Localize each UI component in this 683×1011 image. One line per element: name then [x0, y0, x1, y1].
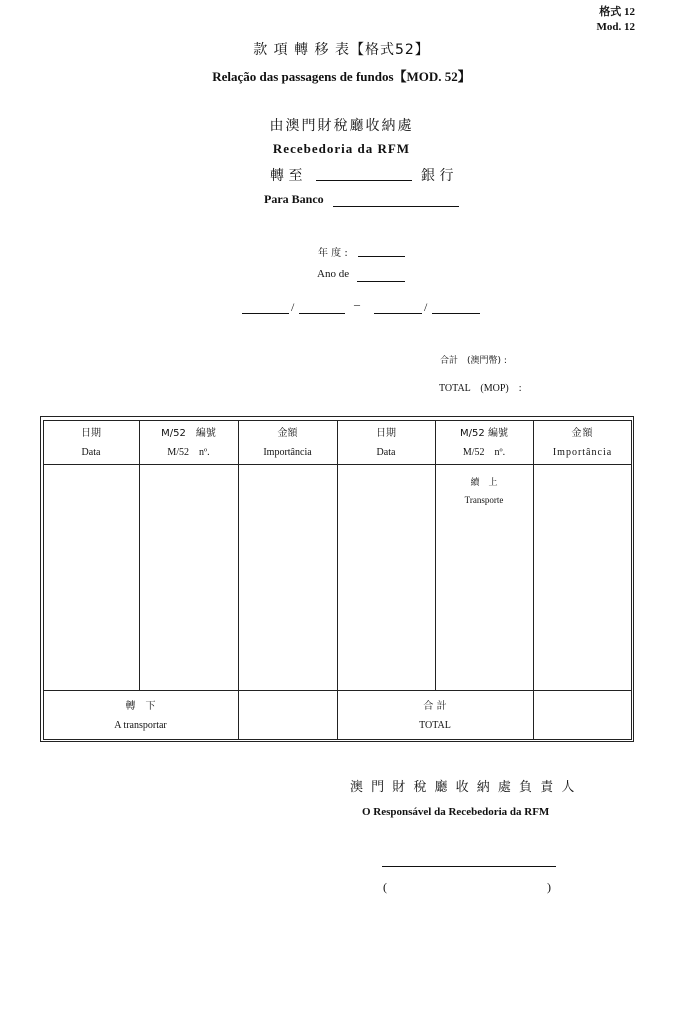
- form-code-zh: 格式 12: [599, 6, 635, 18]
- year-pt: Ano de: [317, 268, 350, 280]
- total-summary-zh: 合計 (澳門幣) :: [440, 356, 507, 366]
- body-cell-amount-1[interactable]: [239, 465, 337, 690]
- body-cell-amount-2[interactable]: [534, 465, 631, 690]
- col-header-m52-number-1: M/52 編號 M/52 nº.: [161, 428, 216, 458]
- date-to-day-line[interactable]: [374, 313, 422, 314]
- date-from-slash: /: [291, 300, 295, 314]
- year-line-pt[interactable]: [357, 281, 405, 282]
- year-zh: 年 度 :: [318, 248, 348, 259]
- col-header-m52-number-2: M/52 編號 M/52 nº.: [460, 428, 508, 458]
- signature-name-field[interactable]: [392, 880, 544, 896]
- signature-line[interactable]: [382, 866, 556, 867]
- issuer-pt: Recebedoria da RFM: [272, 141, 411, 156]
- total-label: 合 計 TOTAL: [419, 701, 451, 731]
- date-from-month-line[interactable]: [299, 313, 345, 314]
- total-summary-pt: TOTAL (MOP) :: [439, 383, 522, 394]
- bank-name-line-pt[interactable]: [333, 206, 459, 207]
- signature-paren-close: ): [547, 880, 551, 894]
- body-cell-date-1[interactable]: [44, 465, 139, 690]
- body-cell-m52-number-1[interactable]: [140, 465, 238, 690]
- col-header-date-2: 日期 Data: [376, 428, 396, 458]
- to-carry-label: 轉 下 A transportar: [114, 701, 167, 731]
- body-cell-m52-number-2[interactable]: [436, 510, 533, 690]
- title-pt: Relação das passagens de fundos【MOD. 52】: [212, 69, 471, 84]
- date-to-month-line[interactable]: [432, 313, 480, 314]
- signature-paren-open: (: [383, 880, 387, 894]
- signature-title-pt: O Responsável da Recebedoria da RFM: [362, 806, 550, 818]
- issuer-zh: 由澳門財稅廳收納處: [269, 118, 414, 134]
- carried-forward-label: 續 上 Transporte: [464, 478, 504, 505]
- bank-name-line-zh[interactable]: [316, 180, 412, 181]
- destination-pt: Para Banco: [264, 192, 324, 206]
- body-cell-date-2[interactable]: [338, 465, 435, 690]
- col-header-date-1: 日期 Data: [81, 428, 101, 458]
- form-code-pt: Mod. 12: [596, 21, 635, 33]
- col-header-amount-1: 金額 Importância: [263, 428, 312, 458]
- to-carry-amount-cell[interactable]: [239, 691, 337, 739]
- date-to-slash: /: [424, 300, 428, 314]
- total-amount-cell[interactable]: [534, 691, 631, 739]
- col-header-amount-2: 金額 Importância: [552, 428, 613, 458]
- year-line-zh[interactable]: [358, 256, 405, 257]
- destination-zh-prefix: 轉 至: [270, 168, 303, 184]
- date-from-day-line[interactable]: [242, 313, 289, 314]
- title-zh: 款 項 轉 移 表【格式52】: [253, 42, 430, 58]
- date-range-dash: –: [354, 297, 360, 311]
- signature-title-zh: 澳 門 財 稅 廳 收 納 處 負 責 人: [350, 780, 577, 795]
- destination-zh-suffix: 銀 行: [421, 168, 454, 184]
